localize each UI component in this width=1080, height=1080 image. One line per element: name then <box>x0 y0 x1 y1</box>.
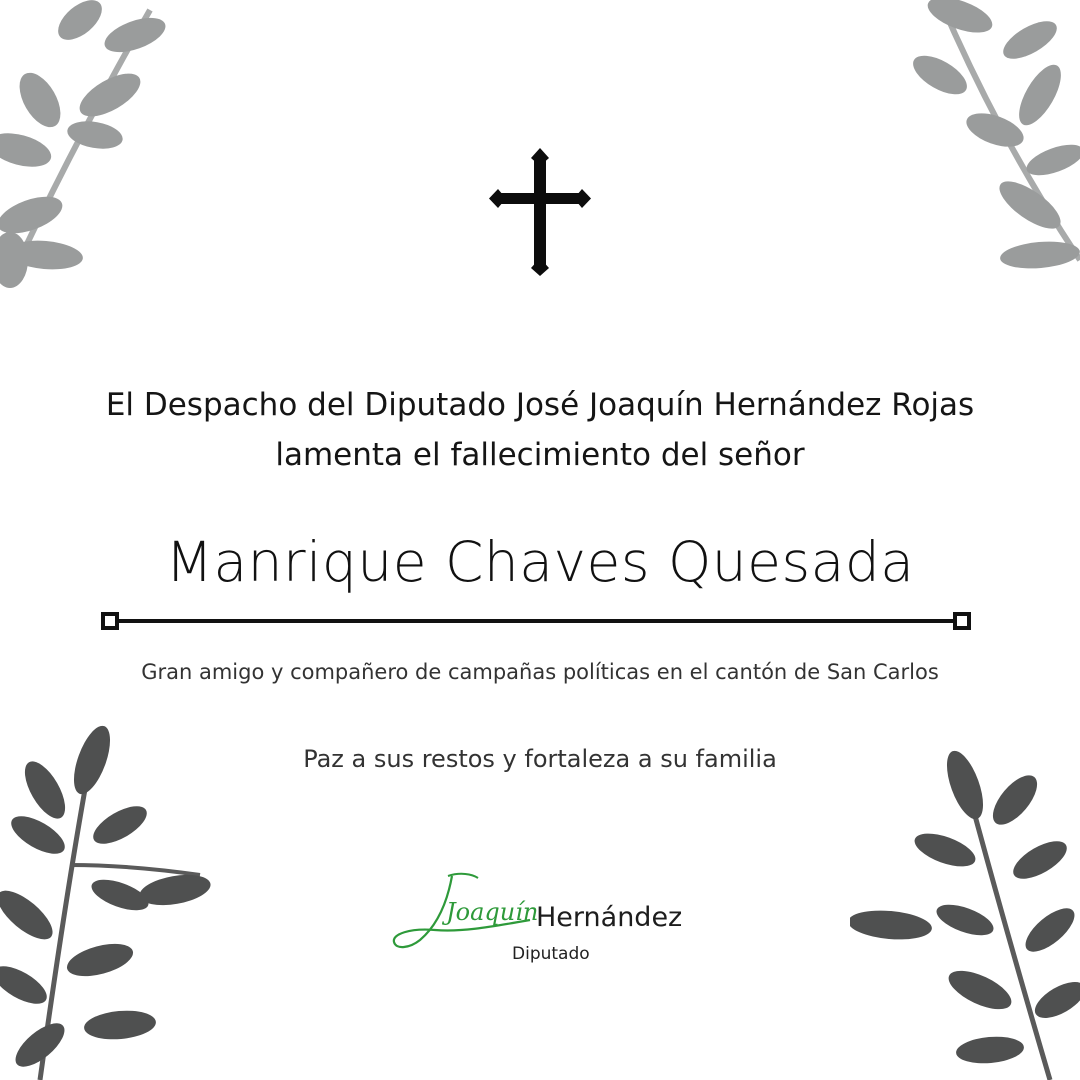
bottom-right-leaf-branch-icon <box>850 740 1080 1080</box>
signature-surname: Hernández <box>536 902 683 933</box>
condolence-message: Paz a sus restos y fortaleza a su familia <box>303 745 777 773</box>
tribute-description: Gran amigo y compañero de campañas políticas en el cantón de San Carlos <box>141 660 939 684</box>
signature-logo <box>390 868 700 968</box>
deceased-name: Manrique Chaves Quesada <box>165 530 915 594</box>
top-right-leaf-branch-icon <box>880 0 1080 310</box>
intro-line-2: lamenta el fallecimiento del señor <box>275 437 805 473</box>
intro-line-1: El Despacho del Diputado José Joaquín Hernández Rojas <box>105 387 975 423</box>
signature-script-text: Joaquín <box>446 898 539 926</box>
cross-icon <box>489 148 591 276</box>
signature-role: Diputado <box>512 944 590 964</box>
name-divider <box>100 611 972 631</box>
top-left-leaf-branch-icon <box>0 0 220 300</box>
intro-text <box>0 380 1080 480</box>
